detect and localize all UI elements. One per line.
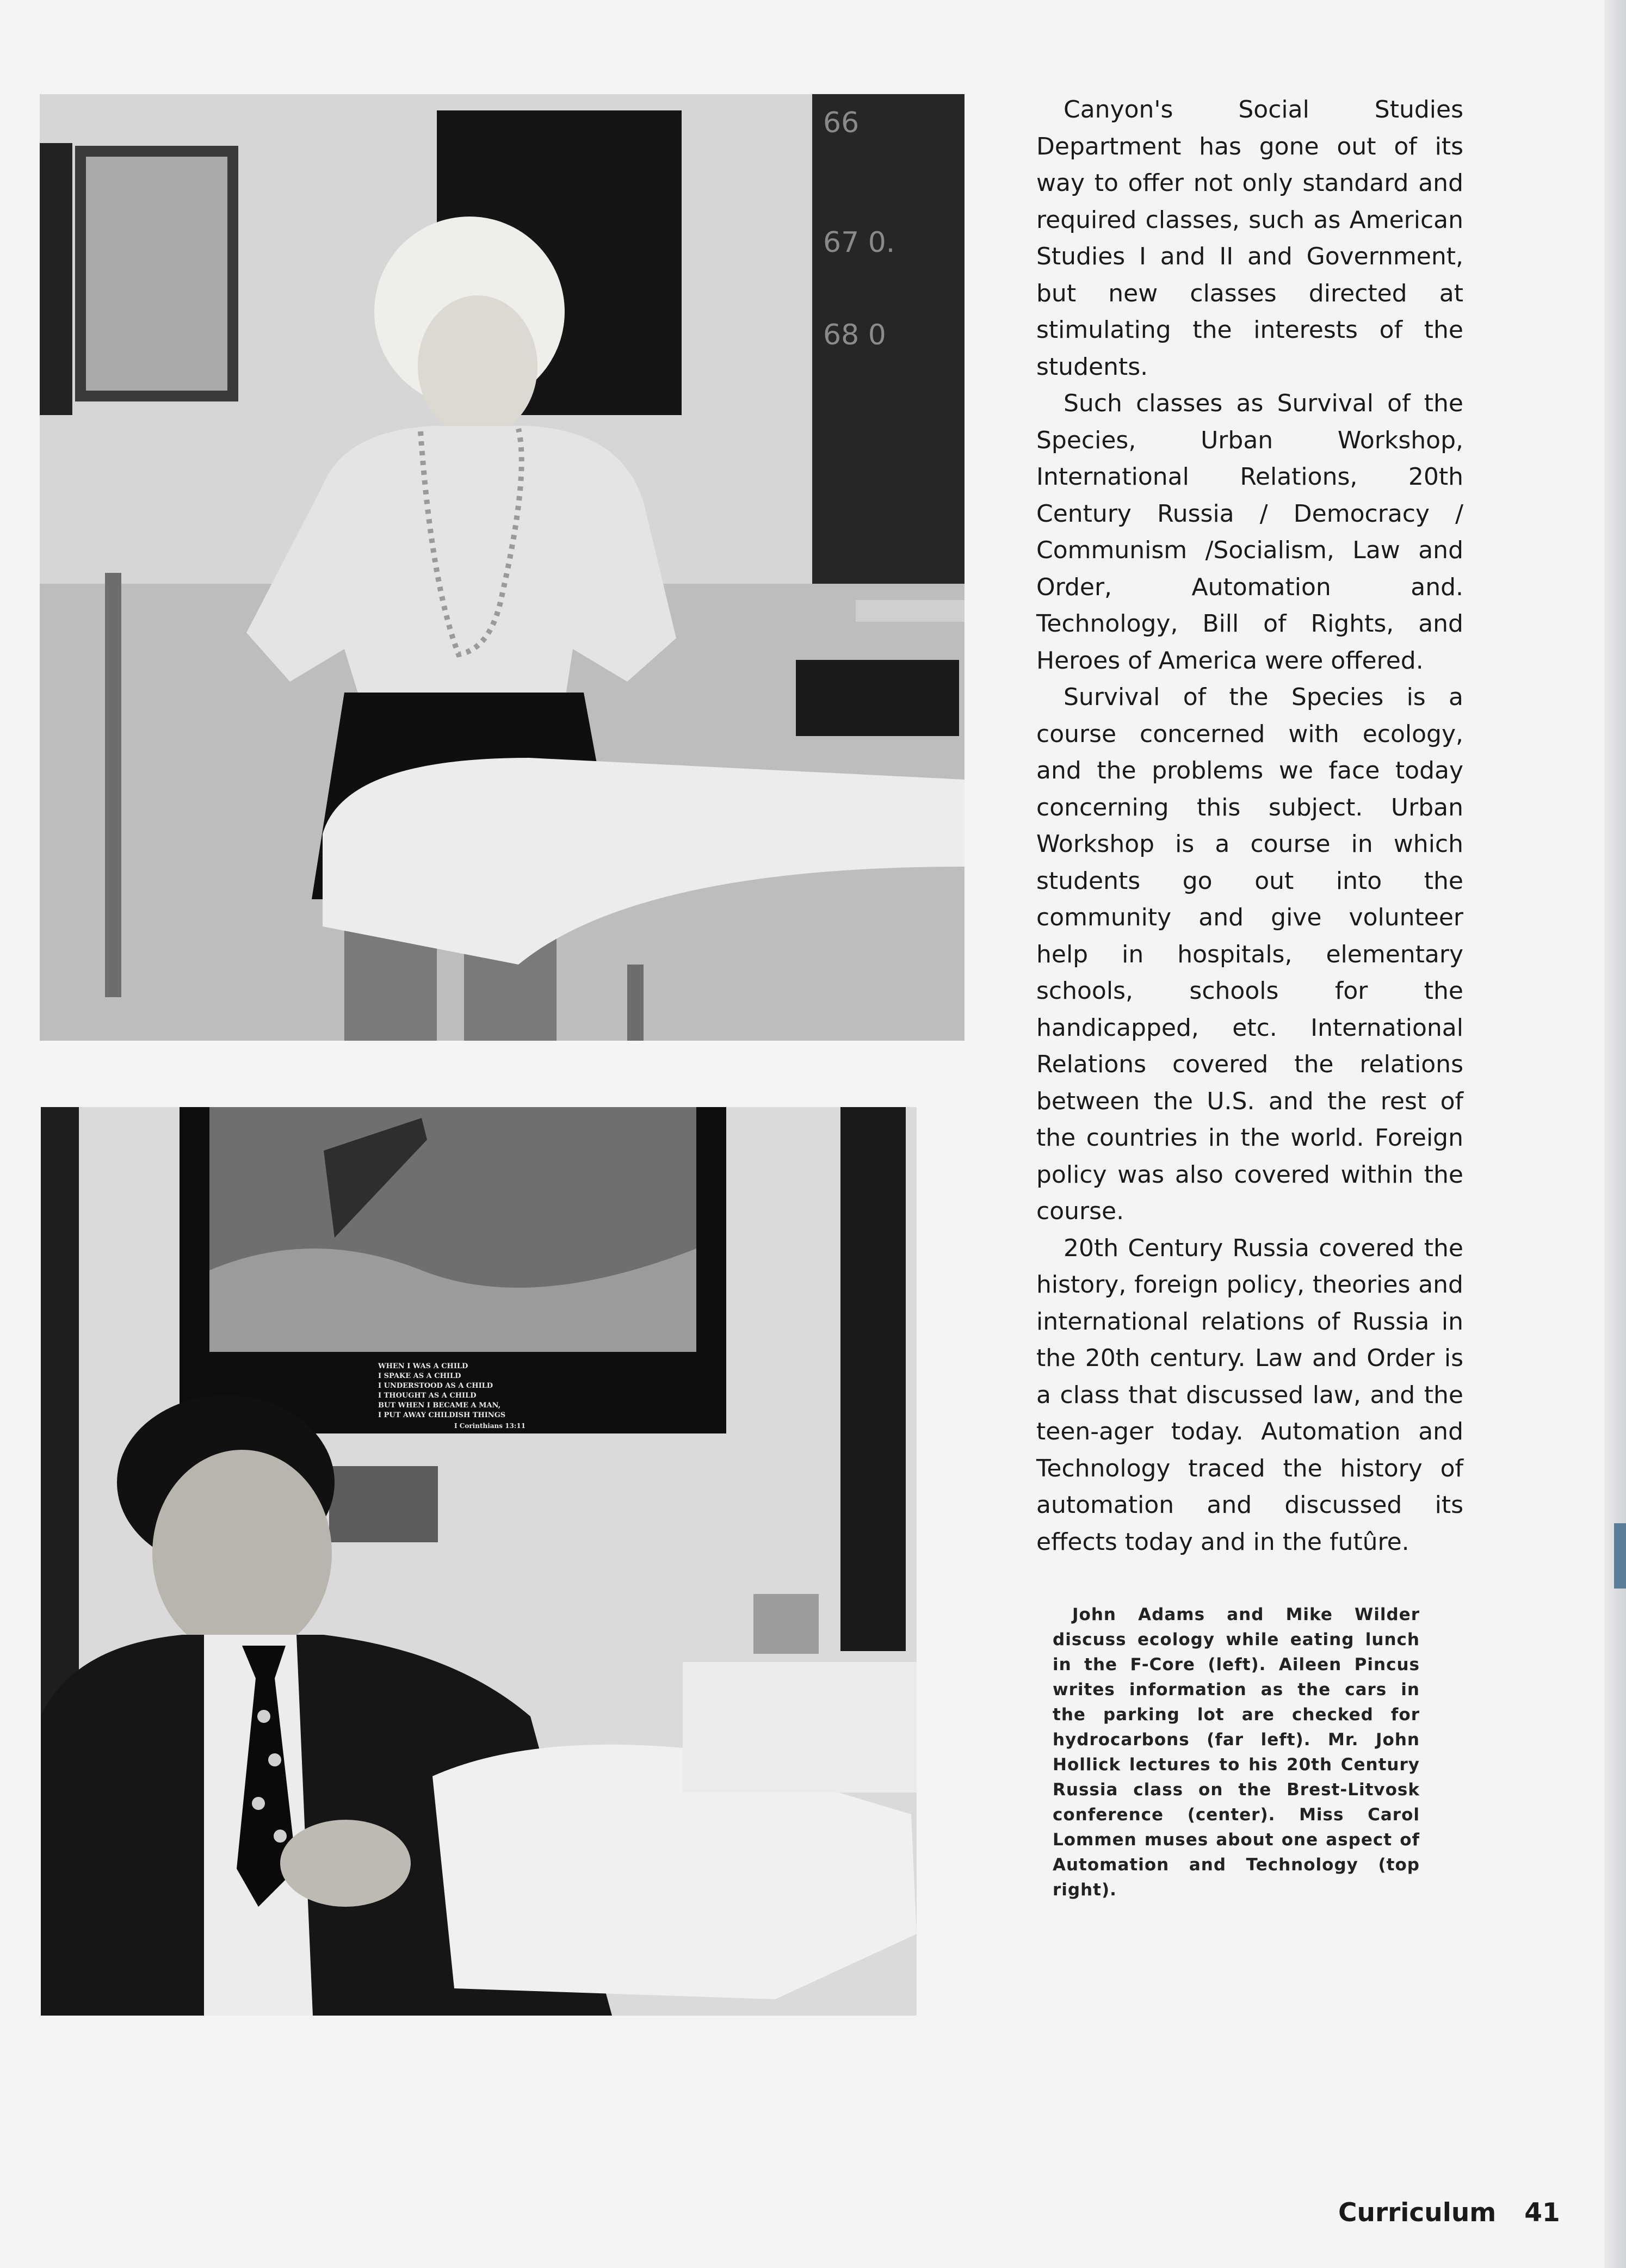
poster-quote-line: I PUT AWAY CHILDISH THINGS [378, 1411, 506, 1419]
poster-quote-line: BUT WHEN I BECAME A MAN, [378, 1401, 501, 1410]
page-footer [1338, 2198, 1560, 2228]
page-number: 41 [1524, 2198, 1560, 2228]
article-paragraph: Survival of the Species is a course concerned with ecology, and the problems we face today concerning this subject. Urban Workshop is a course in which students go out into the community and give volunteer help in hospitals, elementary schools, schools for the handicapped, etc. International Relations covered the relations between the U.S. and the rest of the countries in the world. Foreign policy was also covered within the course. [1036, 683, 1463, 1225]
section-name: Curriculum [1338, 2198, 1497, 2228]
chalk-number-1: 66 [823, 107, 860, 139]
poster-quote-line: I UNDERSTOOD AS A CHILD [378, 1382, 493, 1390]
article-paragraph: 20th Century Russia covered the history, foreign policy, theories and international relations of Russia in the 20th century. Law and Order is a class that discussed law, and the teen-ager today. Automation and Technology traced the history of automation and discussed its effects today and in the futûre. [1036, 1234, 1463, 1556]
page-edge [1604, 0, 1626, 2268]
poster-quote-citation: I Corinthians 13:11 [454, 1422, 526, 1430]
photo-caption [1053, 1602, 1420, 1902]
article-body [1036, 91, 1463, 1560]
poster-quote-line: I THOUGHT AS A CHILD [378, 1392, 477, 1400]
page-side-tab [1614, 1523, 1626, 1589]
article-paragraph: Canyon's Social Studies Department has gone out of its way to offer not only standard and required classes, such as American Studies I and II and Government, but new classes directed at stimulating the interests of the students. [1036, 96, 1463, 381]
caption-text: John Adams and Mike Wilder discuss ecology while eating lunch in the F-Core (left). Aileen Pincus writes information as the cars in the parking lot are checked for hydrocarbons (far left). Mr. John Hollick lectures to his 20th Century Russia class on the Brest-Litvosk conference (center). Miss Carol Lommen muses about one aspect of Automation and Technology (top right). [1053, 1605, 1420, 1900]
photo-teacher-desk [41, 1107, 917, 2016]
chalk-number-3: 68 0 [823, 319, 886, 351]
poster-quote-line: WHEN I WAS A CHILD [378, 1362, 468, 1370]
chalk-number-2: 67 0. [823, 226, 895, 259]
poster-quote-line: I SPAKE AS A CHILD [378, 1372, 461, 1380]
photo-teacher-classroom [40, 94, 965, 1041]
article-paragraph: Such classes as Survival of the Species, Urban Workshop, International Relations, 20th Century Russia / Democracy / Communism /Socialism, Law and Order, Automation and. Technology, Bill of Rights, and Heroes of America were offered. [1036, 390, 1463, 675]
